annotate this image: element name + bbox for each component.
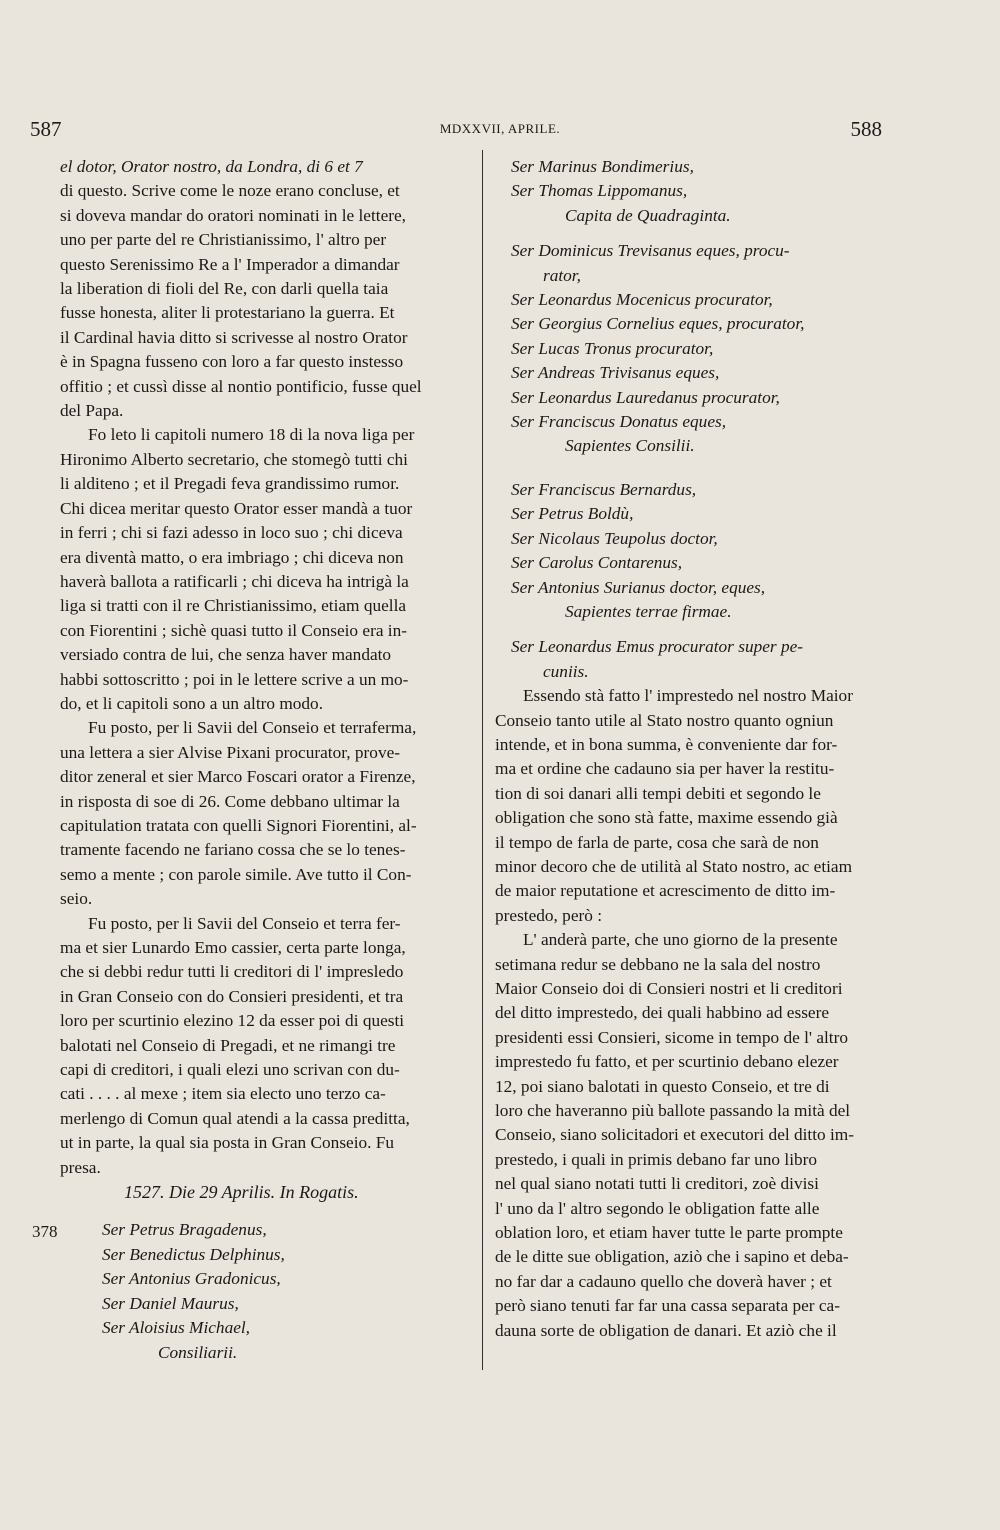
text-line: seio. xyxy=(60,889,93,909)
text-line: obligation che sono stà fatte, maxime essendo già xyxy=(495,808,838,828)
text-line: Fo leto li capitoli numero 18 di la nova liga per xyxy=(88,425,415,445)
text-line: imprestedo fu fatto, et per scurtinio debano elezer xyxy=(495,1052,839,1072)
text-line: uno per parte del re Christianissimo, l' altro per xyxy=(60,230,387,250)
text-line: il Cardinal havia ditto si scrivesse al nostro Orator xyxy=(60,327,408,347)
text-line: ma et sier Lunardo Emo cassier, certa parte longa, xyxy=(60,938,406,957)
column-divider xyxy=(482,150,483,1370)
text-line: L' anderà parte, che uno giorno de la presente xyxy=(523,930,838,950)
text-line: Essendo stà fatto l' imprestedo nel nostro Maior xyxy=(523,686,853,706)
capita-list xyxy=(495,155,891,228)
text-line: in risposta di soe di 26. Come debbano ultimar la xyxy=(60,791,400,811)
name-entry: Ser Petrus Bragadenus, xyxy=(102,1220,267,1240)
text-line: oblation loro, et etiam haver tutte le parte prompte xyxy=(495,1223,843,1243)
name-entry-continuation: rator, xyxy=(543,265,581,285)
text-line: Fu posto, per li Savii del Conseio et terraferma, xyxy=(88,718,417,738)
left-page-number: 587 xyxy=(30,117,62,141)
text-line: prestedo, però : xyxy=(495,905,603,925)
text-line: tramente facendo ne fariano cossa che se lo tenes- xyxy=(60,840,406,860)
text-line: do, et li capitoli sono a un altro modo. xyxy=(60,693,324,713)
name-entry: Ser Leonardus Emus procurator super pe- xyxy=(511,637,804,657)
text-line: Chi dicea meritar questo Orator esser mandà a tuor xyxy=(60,498,413,518)
sapientes-consilii-list xyxy=(495,239,891,459)
text-line: semo a mente ; con parole simile. Ave tutto il Con- xyxy=(60,864,412,884)
text-line: setimana redur se debbano ne la sala del nostro xyxy=(495,954,821,974)
name-entry: Ser Leonardus Lauredanus procurator, xyxy=(511,387,780,407)
right-column xyxy=(495,155,891,1343)
paragraph xyxy=(60,716,472,911)
right-page-number: 588 xyxy=(850,117,882,141)
name-entry: Ser Lucas Tronus procurator, xyxy=(511,338,714,358)
left-column xyxy=(60,155,472,1365)
name-entry: Ser Antonius Gradonicus, xyxy=(102,1269,281,1289)
text-line: nel qual siano notati tutti li creditori, zoè divisi xyxy=(495,1174,819,1194)
text-line: in Gran Conseio con do Consieri presidenti, et tra xyxy=(60,986,404,1006)
name-entry: Ser Aloisius Michael, xyxy=(102,1318,250,1338)
consiliarii-list xyxy=(60,1218,472,1364)
name-entry: Ser Petrus Boldù, xyxy=(511,504,634,524)
text-line: 12, poi siano balotati in questo Conseio, et tre di xyxy=(495,1076,830,1096)
text-line: el dotor, Orator nostro, da Londra, di 6 et 7 xyxy=(60,157,363,176)
text-line: intende, et in bona summa, è conveniente dar for- xyxy=(495,734,838,754)
text-line: del ditto imprestedo, dei quali habbino ad essere xyxy=(495,1003,830,1023)
name-entry-continuation: cuniis. xyxy=(543,661,589,681)
text-line: merlengo di Comun qual atendi a la cassa preditta, xyxy=(60,1108,410,1128)
text-line: de maior reputatione et acrescimento de ditto im- xyxy=(495,881,836,901)
text-line: de le ditte sue obligation, aziò che i sapino et deba- xyxy=(495,1247,849,1267)
paragraph xyxy=(60,912,472,1180)
text-line: era diventà matto, o era imbriago ; chi diceva non xyxy=(60,547,404,567)
text-line: fusse honesta, aliter li protestariano la guerra. Et xyxy=(60,303,395,323)
text-line: versiado contra de lui, che senza haver mandato xyxy=(60,645,392,665)
running-title: MDXXVII, APRILE. xyxy=(439,121,561,136)
text-line: loro per scurtinio elezino 12 da esser poi di questi xyxy=(60,1011,405,1031)
text-line: no far dar a cadauno quello che doverà haver ; et xyxy=(495,1271,832,1291)
text-line: capi di creditori, i quali elezi uno scrivan con du- xyxy=(60,1060,400,1080)
text-line: presidenti essi Consieri, sicome in tempo de l' altro xyxy=(495,1027,848,1047)
text-line: del Papa. xyxy=(60,401,124,421)
text-line: minor decoro che de utilità al Stato nostro, ac etiam xyxy=(495,856,853,876)
group-caption: Sapientes terrae firmae. xyxy=(565,601,732,621)
date-heading: 1527. Die 29 Aprilis. In Rogatis. xyxy=(124,1182,359,1203)
text-line: habbi sottoscritto ; poi in le lettere scrive a un mo- xyxy=(60,669,409,689)
margin-number: 378 xyxy=(32,1222,58,1241)
text-line: Conseio tanto utile al Stato nostro quanto ogniun xyxy=(495,710,834,730)
text-line: dauna sorte de obligation de danari. Et aziò che il xyxy=(495,1320,837,1340)
name-entry: Ser Georgius Cornelius eques, procurator, xyxy=(511,314,805,334)
text-line: la liberation di fioli del Re, con darli quella taia xyxy=(60,279,389,299)
group-caption: Capita de Quadraginta. xyxy=(565,205,731,225)
paragraph xyxy=(495,928,891,1343)
procurator-entry xyxy=(495,635,891,684)
group-caption: Consiliarii. xyxy=(158,1342,238,1362)
text-line: cati . . . . al mexe ; item sia electo uno terzo ca- xyxy=(60,1084,386,1104)
paragraph xyxy=(60,423,472,716)
text-line: Conseio, siano solicitadori et executori del ditto im- xyxy=(495,1125,854,1145)
name-entry: Ser Marinus Bondimerius, xyxy=(511,157,694,176)
text-line: l' uno da l' altro segondo le obligation fatte alle xyxy=(495,1198,820,1218)
text-line: tion di soi danari alli tempi debiti et segondo le xyxy=(495,783,821,803)
name-entry: Ser Daniel Maurus, xyxy=(102,1293,239,1313)
text-line: Hironimo Alberto secretario, che stomegò tutti chi xyxy=(60,449,408,469)
name-entry: Ser Dominicus Trevisanus eques, procu- xyxy=(511,241,790,261)
page-header xyxy=(0,117,1000,147)
text-line: haverà ballota a ratificarli ; chi diceva ha intrigà la xyxy=(60,571,409,591)
text-line: Maior Conseio doi di Consieri nostri et li creditori xyxy=(495,979,843,998)
name-entry: Ser Thomas Lippomanus, xyxy=(511,181,688,201)
text-line: balotati nel Conseio di Pregadi, et ne rimangi tre xyxy=(60,1035,396,1055)
name-entry: Ser Nicolaus Teupolus doctor, xyxy=(511,528,718,548)
group-caption: Sapientes Consilii. xyxy=(565,436,695,456)
name-entry: Ser Andreas Trivisanus eques, xyxy=(511,363,720,383)
text-line: ma et ordine che cadauno sia per haver la restitu- xyxy=(495,759,835,779)
text-line: liga si tratti con il re Christianissimo, etiam quella xyxy=(60,596,407,616)
text-line: con Fiorentini ; sichè quasi tutto il Conseio era in- xyxy=(60,620,408,640)
text-line: ut in parte, la qual sia posta in Gran Conseio. Fu xyxy=(60,1133,395,1153)
text-line: ditor zeneral et sier Marco Foscari orator a Firenze, xyxy=(60,767,416,787)
text-line: però siano tenuti far far una cassa separata per ca- xyxy=(495,1296,840,1316)
name-entry: Ser Franciscus Bernardus, xyxy=(511,479,697,499)
text-line: è in Spagna fusseno con loro a far questo instesso xyxy=(60,352,404,372)
text-line: capitulation tratata con quelli Signori Fiorentini, al- xyxy=(60,815,417,835)
name-entry: Ser Carolus Contarenus, xyxy=(511,553,683,573)
text-line: loro che haveranno più ballote passando la mità del xyxy=(495,1101,851,1121)
paragraph xyxy=(495,684,891,928)
text-line: che si debbi redur tutti li creditori di l' impresledo xyxy=(60,962,404,982)
text-line: in ferri ; chi si fazi adesso in loco suo ; chi diceva xyxy=(60,523,403,543)
text-line: offitio ; et cussì disse al nontio pontificio, fusse quel xyxy=(60,376,422,396)
name-entry: Ser Franciscus Donatus eques, xyxy=(511,412,727,432)
text-line: questo Serenissimo Re a l' Imperador a dimandar xyxy=(60,254,400,274)
text-line: presa. xyxy=(60,1157,101,1177)
text-line: li alditeno ; et il Pregadi feva grandissimo rumor. xyxy=(60,474,400,494)
text-line: di questo. Scrive come le noze erano concluse, et xyxy=(60,181,400,201)
text-line: Fu posto, per li Savii del Conseio et terra fer- xyxy=(88,913,401,933)
name-entry: Ser Leonardus Mocenicus procurator, xyxy=(511,290,773,310)
text-line: prestedo, i quali in primis debano far uno libro xyxy=(495,1149,818,1169)
paragraph xyxy=(60,155,472,423)
text-line: il tempo de farla de parte, cosa che sarà de non xyxy=(495,832,819,852)
name-entry: Ser Antonius Surianus doctor, eques, xyxy=(511,577,766,597)
sapientes-terrae-list xyxy=(495,478,891,624)
text-line: una lettera a sier Alvise Pixani procurator, prove- xyxy=(60,742,401,762)
name-entry: Ser Benedictus Delphinus, xyxy=(102,1244,285,1264)
text-line: si doveva mandar do oratori nominati in le lettere, xyxy=(60,205,406,225)
